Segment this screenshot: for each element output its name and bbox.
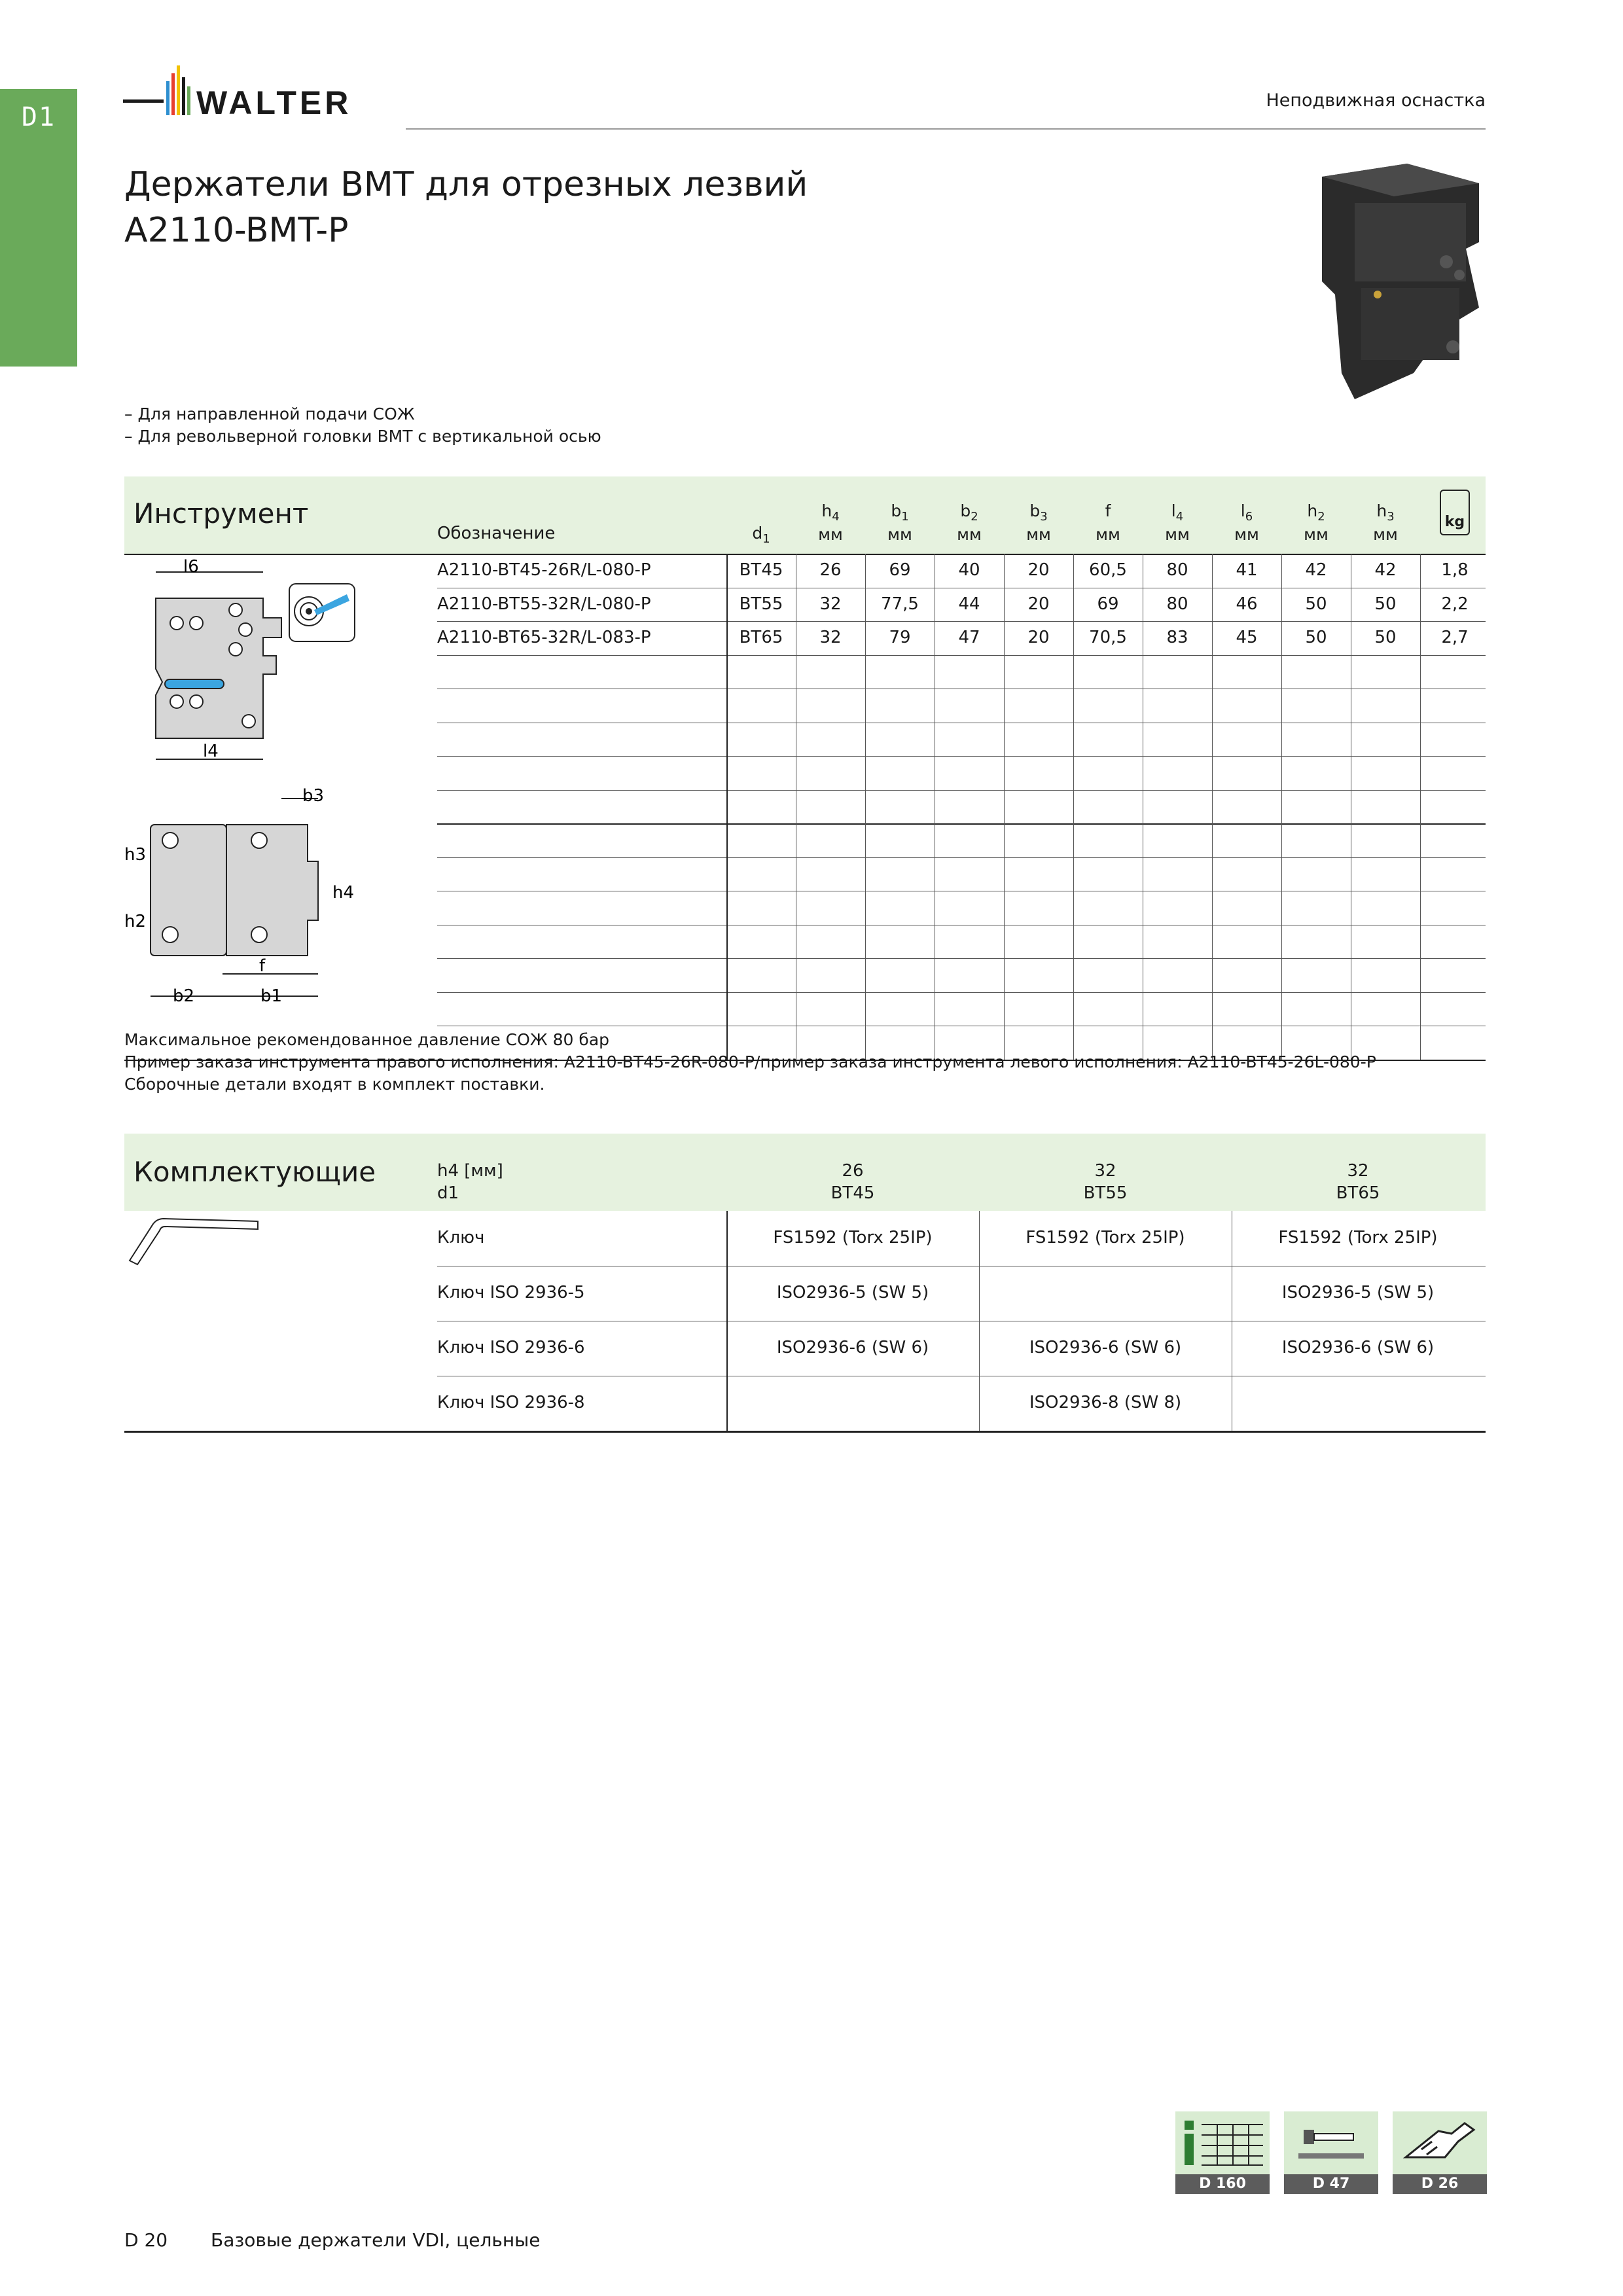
hex-key-drawing bbox=[123, 1215, 267, 1267]
designation-header: Обозначение bbox=[437, 524, 556, 543]
col-header-l4: $l_4$ bbox=[1171, 501, 1184, 524]
acc-col-rule bbox=[979, 1211, 980, 1431]
acc-cell: ISO2936-5 (SW 5) bbox=[776, 1283, 929, 1302]
col-unit-b2: мм bbox=[957, 525, 982, 544]
acc-row-label: Ключ bbox=[437, 1228, 485, 1247]
col-unit-b3: мм bbox=[1026, 525, 1051, 544]
screw-icon bbox=[1284, 2111, 1378, 2174]
chapter-tab bbox=[0, 89, 77, 367]
tool-row-rule bbox=[437, 823, 1486, 825]
col-header-b2: $b_2$ bbox=[960, 501, 978, 524]
tool-cell-b3: 20 bbox=[1027, 628, 1050, 647]
tool-row-rule bbox=[437, 756, 1486, 757]
dim-label-l4: l4 bbox=[203, 742, 219, 761]
tool-cell-kg: 2,7 bbox=[1441, 628, 1469, 647]
info-table-icon bbox=[1175, 2111, 1270, 2174]
dim-label-f: f bbox=[259, 956, 266, 976]
acc-cell: ISO2936-6 (SW 6) bbox=[1281, 1338, 1435, 1357]
tool-cell-l4: 83 bbox=[1166, 628, 1188, 647]
acc-row-label: Ключ ISO 2936-5 bbox=[437, 1283, 585, 1302]
acc-cell: FS1592 (Torx 25IP) bbox=[773, 1228, 933, 1247]
tool-cell-d1: BT55 bbox=[739, 594, 783, 614]
tool-cell-f: 70,5 bbox=[1089, 628, 1127, 647]
tool-cell-l4: 80 bbox=[1166, 594, 1188, 614]
tool-cell-f: 69 bbox=[1097, 594, 1119, 614]
tool-cell-f: 60,5 bbox=[1089, 560, 1127, 580]
tool-cell-b3: 20 bbox=[1027, 560, 1050, 580]
col-header-f: f bbox=[1105, 501, 1111, 520]
note-assembly-parts: Сборочные детали входят в комплект поставки. bbox=[124, 1075, 545, 1094]
col-unit-h2: мм bbox=[1304, 525, 1329, 544]
col-unit-l4: мм bbox=[1165, 525, 1190, 544]
chapter-tab-label: D1 bbox=[21, 102, 56, 132]
footer-ref-label: D 47 bbox=[1284, 2174, 1378, 2194]
footer-title: Базовые держатели VDI, цельные bbox=[211, 2229, 541, 2251]
weight-kg-icon bbox=[1440, 490, 1470, 535]
tool-row-rule bbox=[437, 790, 1486, 791]
col-header-h2: $h_2$ bbox=[1307, 501, 1325, 524]
page-title: Держатели BMT для отрезных лезвий bbox=[124, 165, 808, 204]
acc-table-title: Комплектующие bbox=[134, 1156, 376, 1188]
note-order-example: Пример заказа инструмента правого исполнения: A2110-BT45-26R-080-P/пример заказа инструмента левого исполнения: A2110-BT45-26L-080-P bbox=[124, 1052, 1376, 1071]
tool-cell-h4: 32 bbox=[819, 594, 842, 614]
dim-label-h2: h2 bbox=[124, 912, 147, 931]
weight-kg-label: kg bbox=[1444, 514, 1465, 530]
col-header-h3: $h_3$ bbox=[1376, 501, 1395, 524]
bullet-turret: – Для револьверной головки BMT с вертикальной осью bbox=[124, 427, 601, 446]
tool-cell-h3: 50 bbox=[1374, 594, 1397, 614]
acc-header-h4-value: 32 bbox=[1094, 1161, 1116, 1181]
wrench-hand-icon bbox=[1393, 2111, 1487, 2174]
tool-row-designation: A2110-BT65-32R/L-083-P bbox=[437, 628, 651, 647]
tool-cell-h3: 50 bbox=[1374, 628, 1397, 647]
tool-cell-l6: 46 bbox=[1236, 594, 1258, 614]
col-unit-f: мм bbox=[1096, 525, 1120, 544]
bullet-coolant: – Для направленной подачи СОЖ bbox=[124, 404, 415, 423]
tool-cell-l6: 41 bbox=[1236, 560, 1258, 580]
col-header-h4: $h_4$ bbox=[821, 501, 840, 524]
dim-label-l6: l6 bbox=[183, 558, 199, 577]
acc-row-label: Ключ ISO 2936-6 bbox=[437, 1338, 585, 1357]
dim-label-h4: h4 bbox=[332, 883, 355, 903]
tool-row-designation: A2110-BT55-32R/L-080-P bbox=[437, 594, 651, 614]
tool-row-rule bbox=[437, 958, 1486, 959]
acc-cell: FS1592 (Torx 25IP) bbox=[1026, 1228, 1185, 1247]
front-view-diagram bbox=[124, 783, 360, 1012]
tool-cell-b3: 20 bbox=[1027, 594, 1050, 614]
acc-header-h4: h4 [мм] bbox=[437, 1161, 503, 1181]
tool-cell-kg: 1,8 bbox=[1441, 560, 1469, 580]
tool-cell-h2: 50 bbox=[1305, 628, 1327, 647]
section-name: Неподвижная оснастка bbox=[1266, 90, 1486, 111]
dim-label-b3: b3 bbox=[302, 786, 325, 806]
tool-row-rule bbox=[437, 621, 1486, 622]
header-rule bbox=[406, 128, 1486, 130]
acc-cell: ISO2936-6 (SW 6) bbox=[1029, 1338, 1182, 1357]
acc-header-d1: d1 bbox=[437, 1183, 459, 1203]
acc-header-d1-value: BT45 bbox=[830, 1183, 875, 1203]
acc-header-d1-value: BT55 bbox=[1083, 1183, 1128, 1203]
col-header-d1: $d_1$ bbox=[752, 524, 770, 546]
acc-header-h4-value: 32 bbox=[1347, 1161, 1369, 1181]
footer-ref-label: D 26 bbox=[1393, 2174, 1487, 2194]
acc-bottom-rule bbox=[124, 1431, 1486, 1433]
brand-text: WALTER bbox=[196, 84, 352, 120]
tool-cell-h4: 32 bbox=[819, 628, 842, 647]
acc-cell: ISO2936-5 (SW 5) bbox=[1281, 1283, 1435, 1302]
page-number: D 20 bbox=[124, 2229, 168, 2251]
tool-cell-h2: 42 bbox=[1305, 560, 1327, 580]
tool-cell-b2: 40 bbox=[958, 560, 980, 580]
page-subtitle: A2110-BMT-P bbox=[124, 211, 349, 250]
col-unit-l6: мм bbox=[1234, 525, 1259, 544]
tool-cell-b2: 44 bbox=[958, 594, 980, 614]
acc-header-h4-value: 26 bbox=[842, 1161, 864, 1181]
tool-cell-d1: BT45 bbox=[739, 560, 783, 580]
note-coolant-pressure: Максимальное рекомендованное давление СОЖ 80 бар bbox=[124, 1030, 610, 1049]
acc-cell: ISO2936-8 (SW 8) bbox=[1029, 1393, 1182, 1412]
tool-cell-b1: 79 bbox=[889, 628, 911, 647]
tool-cell-l4: 80 bbox=[1166, 560, 1188, 580]
col-header-b3: $b_3$ bbox=[1029, 501, 1048, 524]
dim-label-h3: h3 bbox=[124, 845, 147, 865]
tool-row-rule bbox=[437, 655, 1486, 656]
dim-label-b2: b2 bbox=[173, 986, 195, 1006]
tool-cell-l6: 45 bbox=[1236, 628, 1258, 647]
tool-cell-b2: 47 bbox=[958, 628, 980, 647]
col-unit-h4: мм bbox=[818, 525, 843, 544]
col-header-l6: $l_6$ bbox=[1240, 501, 1253, 524]
tool-cell-b1: 77,5 bbox=[881, 594, 919, 614]
side-view-diagram bbox=[124, 558, 360, 774]
acc-cell: FS1592 (Torx 25IP) bbox=[1278, 1228, 1438, 1247]
footer-ref-label: D 160 bbox=[1175, 2174, 1270, 2194]
acc-row-label: Ключ ISO 2936-8 bbox=[437, 1393, 585, 1412]
tool-cell-d1: BT65 bbox=[739, 628, 783, 647]
acc-col-rule bbox=[726, 1211, 728, 1431]
tool-cell-h3: 42 bbox=[1374, 560, 1397, 580]
acc-header-d1-value: BT65 bbox=[1336, 1183, 1380, 1203]
col-header-b1: $b_1$ bbox=[891, 501, 909, 524]
tool-table-title: Инструмент bbox=[134, 497, 309, 529]
tool-row-designation: A2110-BT45-26R/L-080-P bbox=[437, 560, 651, 580]
product-photo bbox=[1315, 164, 1486, 406]
tool-cell-b1: 69 bbox=[889, 560, 911, 580]
tool-row-rule bbox=[437, 992, 1486, 993]
tool-cell-h2: 50 bbox=[1305, 594, 1327, 614]
dim-label-b1: b1 bbox=[260, 986, 283, 1006]
tool-row-rule bbox=[437, 857, 1486, 858]
tool-cell-h4: 26 bbox=[819, 560, 842, 580]
acc-cell: ISO2936-6 (SW 6) bbox=[776, 1338, 929, 1357]
col-unit-h3: мм bbox=[1373, 525, 1398, 544]
walter-logo bbox=[123, 62, 404, 120]
tool-cell-kg: 2,2 bbox=[1441, 594, 1469, 614]
col-unit-b1: мм bbox=[887, 525, 912, 544]
